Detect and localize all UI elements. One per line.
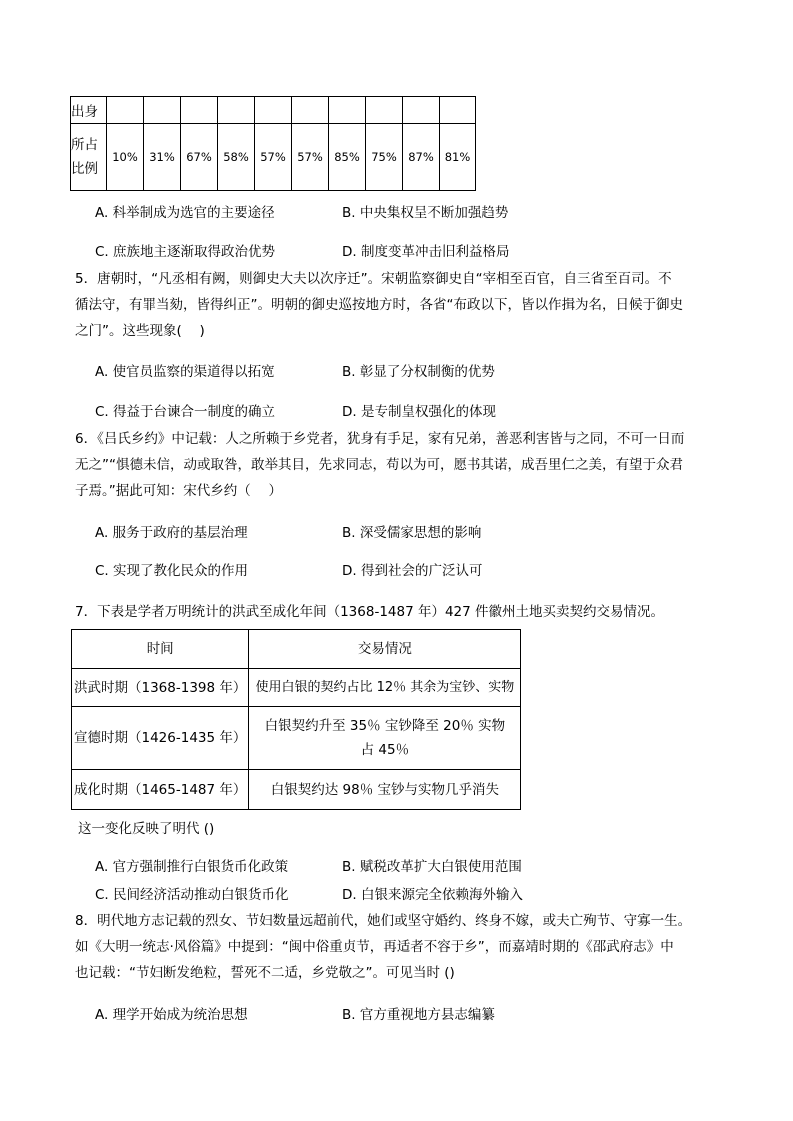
q7-option-c[interactable]: C. 民间经济活动推动白银货币化 bbox=[95, 887, 289, 903]
q4-option-d[interactable]: D. 制度变革冲击旧利益格局 bbox=[342, 244, 510, 260]
trade-cell: 白银契约达 98％ 宝钞与实物几乎消失 bbox=[249, 770, 521, 810]
ratio-cell: 31% bbox=[144, 124, 181, 191]
q7-option-a[interactable]: A. 官方强制推行白银货币化政策 bbox=[95, 859, 289, 875]
trade-cell: 白银契约升至 35％ 宝钞降至 20％ 实物占 45％ bbox=[249, 707, 521, 770]
q5-option-c[interactable]: C. 得益于台谏合一制度的确立 bbox=[95, 404, 276, 420]
table-cell bbox=[181, 97, 218, 124]
q7-option-b[interactable]: B. 赋税改革扩大白银使用范围 bbox=[342, 859, 522, 875]
q8-option-a[interactable]: A. 理学开始成为统治思想 bbox=[95, 1007, 248, 1023]
table-header-row bbox=[72, 630, 521, 669]
question-8-stem bbox=[75, 908, 725, 986]
question-7-intro: 7．下表是学者万明统计的洪武至成化年间（1368-1487 年）427 件徽州土地买卖契约交易情况。 bbox=[75, 604, 665, 620]
table-cell bbox=[107, 97, 144, 124]
question-7-stem: 这一变化反映了明代 () bbox=[78, 821, 215, 837]
question-line: 之门”。这些现象( ) bbox=[75, 323, 205, 339]
ratio-cell: 67% bbox=[181, 124, 218, 191]
question-line: 循法守，有罪当劾，皆得纠正”。明朝的御史巡按地方时，各省“布政以下，皆以作揖为名，日候于御史 bbox=[75, 297, 683, 313]
table-cell bbox=[366, 97, 403, 124]
question-line: 如《大明一统志·风俗篇》中提到：“闽中俗重贞节，再适者不容于乡”，而嘉靖时期的《邵武府志》中 bbox=[75, 939, 674, 955]
table-row bbox=[71, 97, 476, 124]
ratio-cell: 81% bbox=[440, 124, 476, 191]
q5-option-b[interactable]: B. 彰显了分权制衡的优势 bbox=[342, 364, 495, 380]
q5-option-d[interactable]: D. 是专制皇权强化的体现 bbox=[342, 404, 496, 420]
table-cell bbox=[218, 97, 255, 124]
table-row bbox=[72, 669, 521, 707]
q6-option-a[interactable]: A. 服务于政府的基层治理 bbox=[95, 525, 248, 541]
q6-option-d[interactable]: D. 得到社会的广泛认可 bbox=[342, 563, 483, 579]
table-row bbox=[71, 124, 476, 191]
table-row bbox=[72, 770, 521, 810]
q4-option-c[interactable]: C. 庶族地主逐渐取得政治优势 bbox=[95, 244, 276, 260]
ratio-table bbox=[70, 96, 476, 191]
question-line: 无之”“惧德未信，动或取咎，敢举其目，先求同志，苟以为可，愿书其诺，成吾里仁之美，有望于众君 bbox=[75, 457, 683, 473]
ratio-cell: 87% bbox=[403, 124, 440, 191]
time-cell: 成化时期（1465-1487 年） bbox=[72, 770, 249, 810]
question-6-stem bbox=[75, 426, 725, 504]
q4-option-a[interactable]: A. 科举制成为选官的主要途径 bbox=[95, 205, 275, 221]
table-cell bbox=[144, 97, 181, 124]
question-line: 5．唐朝时，“凡丞相有阙，则御史大夫以次序迁”。宋朝监察御史自“宰相至百官，自三省至百司。不 bbox=[75, 271, 672, 287]
header-trade: 交易情况 bbox=[249, 630, 521, 669]
ratio-cell: 57% bbox=[255, 124, 292, 191]
trade-table bbox=[71, 629, 521, 810]
q4-option-b[interactable]: B. 中央集权呈不断加强趋势 bbox=[342, 205, 509, 221]
question-line: 也记载：“节妇断发绝粒，誓死不二适，乡党敬之”。可见当时 () bbox=[75, 965, 455, 981]
question-line: 8．明代地方志记载的烈女、节妇数量远超前代，她们或坚守婚约、终身不嫁，或夫亡殉节、守寡一生。 bbox=[75, 913, 692, 929]
time-cell: 宣德时期（1426-1435 年） bbox=[72, 707, 249, 770]
q6-option-b[interactable]: B. 深受儒家思想的影响 bbox=[342, 525, 482, 541]
header-time: 时间 bbox=[72, 630, 249, 669]
q5-option-a[interactable]: A. 使官员监察的渠道得以拓宽 bbox=[95, 364, 275, 380]
ratio-cell: 75% bbox=[366, 124, 403, 191]
table-cell bbox=[292, 97, 329, 124]
trade-cell: 使用白银的契约占比 12％ 其余为宝钞、实物 bbox=[249, 669, 521, 707]
question-line: 子焉。”据此可知：宋代乡约（ ） bbox=[75, 483, 283, 499]
table-cell bbox=[329, 97, 366, 124]
time-cell: 洪武时期（1368-1398 年） bbox=[72, 669, 249, 707]
table-cell bbox=[255, 97, 292, 124]
q7-option-d[interactable]: D. 白银来源完全依赖海外输入 bbox=[342, 887, 523, 903]
ratio-cell: 85% bbox=[329, 124, 366, 191]
table-row bbox=[72, 707, 521, 770]
question-5-stem bbox=[75, 266, 725, 344]
row-label-ratio: 所占比例 bbox=[71, 124, 107, 191]
ratio-cell: 58% bbox=[218, 124, 255, 191]
table-cell bbox=[403, 97, 440, 124]
ratio-cell: 10% bbox=[107, 124, 144, 191]
q8-option-b[interactable]: B. 官方重视地方县志编纂 bbox=[342, 1007, 495, 1023]
row-label-origin: 出身 bbox=[71, 97, 107, 124]
q6-option-c[interactable]: C. 实现了教化民众的作用 bbox=[95, 563, 249, 579]
ratio-cell: 57% bbox=[292, 124, 329, 191]
question-line: 6．《吕氏乡约》中记载：人之所赖于乡党者，犹身有手足，家有兄弟，善恶利害皆与之同，不可一日而 bbox=[75, 431, 685, 447]
table-cell bbox=[440, 97, 476, 124]
